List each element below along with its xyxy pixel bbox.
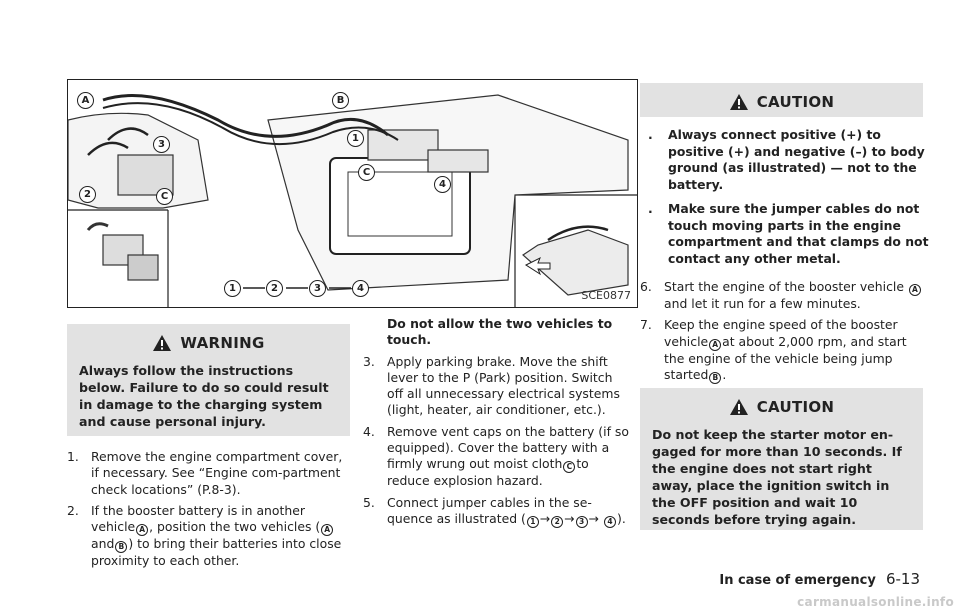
step-number: 1. — [67, 449, 79, 464]
caution-list — [640, 127, 930, 275]
page-footer — [719, 570, 920, 588]
step-number: 7. — [640, 317, 652, 333]
step-1 — [67, 449, 350, 498]
step-5 — [363, 495, 631, 528]
caution-triangle-icon — [729, 93, 749, 111]
warning-title-row — [79, 334, 338, 352]
symbol-1: 1 — [527, 516, 539, 528]
caution-item — [640, 201, 930, 267]
step-6 — [640, 279, 930, 312]
symbol-4: 4 — [604, 516, 616, 528]
caution-text: Do not keep the starter motor en-gaged for more than 10 seconds. If the engine does not start right away, place the ignition switch in the OFF position and wait 10 seconds before trying again. — [652, 427, 902, 527]
callout-4: 4 — [434, 176, 451, 193]
step-number: 5. — [363, 494, 375, 510]
arrow: → — [564, 510, 575, 526]
arrow: → — [539, 510, 551, 526]
page-number: 6-13 — [885, 570, 920, 588]
steps-left-column — [67, 449, 350, 574]
jump-start-illustration — [67, 79, 638, 308]
caution-text: Always connect positive (+) to positive (+) and negative (–) to body ground (as illustrated) — not to the battery. — [668, 127, 925, 192]
warning-title: WARNING — [180, 334, 265, 352]
step-text: Start the engine of the booster vehicle — [664, 279, 904, 294]
callout-1: 1 — [347, 130, 364, 147]
symbol-3: 3 — [576, 516, 588, 528]
engine-bay-drawing — [68, 80, 638, 308]
step-number: 4. — [363, 423, 375, 439]
step-2-continued — [363, 316, 631, 349]
step-text: and — [91, 536, 115, 552]
step-text: Keep the engine speed of the booster vehicle — [664, 317, 898, 349]
symbol-a: A — [136, 524, 148, 536]
caution-title-row — [652, 398, 911, 416]
step-text: Do not allow the two vehicles to touch. — [387, 316, 613, 348]
sequence-1: 1 — [224, 280, 241, 297]
step-text: If the booster battery is in another vehicle — [91, 502, 305, 535]
symbol-2: 2 — [551, 516, 563, 528]
arrow: → — [588, 510, 600, 526]
step-text: and let it run for a few minutes. — [664, 296, 861, 311]
symbol-b: B — [115, 541, 127, 553]
section-name: In case of emergency — [719, 573, 876, 588]
step-number: 3. — [363, 353, 375, 369]
bullet: . — [648, 201, 653, 216]
step-7 — [640, 317, 930, 384]
step-number: 2. — [67, 502, 79, 518]
callout-3: 3 — [153, 136, 170, 153]
step-number: 6. — [640, 279, 652, 294]
step-text: at about 2,000 rpm, and start the engine of the vehicle being jump started — [664, 333, 907, 382]
step-text: . — [722, 366, 727, 382]
sequence-3: 3 — [309, 280, 326, 297]
warning-box — [67, 324, 350, 436]
warning-triangle-icon — [152, 334, 172, 352]
caution-box-top — [640, 83, 923, 117]
caution-title-row — [652, 93, 911, 111]
caution-title: CAUTION — [756, 93, 835, 111]
steps-right-column — [640, 279, 930, 389]
sequence-2: 2 — [266, 280, 283, 297]
caution-item — [640, 127, 930, 193]
step-text: ). — [616, 510, 626, 526]
warning-text: Always follow the instructions below. Failure to do so could result in damage to the charging system and cause personal injury. — [79, 363, 329, 429]
step-text: Connect jumper cables in the se-quence as illustrated ( — [387, 494, 592, 526]
symbol-a: A — [321, 524, 333, 536]
callout-b: B — [332, 92, 349, 109]
symbol-a: A — [709, 339, 721, 351]
step-3 — [363, 354, 631, 419]
symbol-c: C — [563, 461, 575, 473]
step-text: Remove the engine compartment cover, if necessary. See “Engine com-partment check locations” (P.8-3). — [91, 449, 343, 497]
caution-text: Make sure the jumper cables do not touch moving parts in the engine compartment and that clamps do not contact any other metal. — [668, 201, 929, 266]
step-text: Apply parking brake. Move the shift lever to the P (Park) position. Switch off all unnecessary electrical systems (light, heater, air conditioner, etc.). — [387, 353, 620, 418]
step-2 — [67, 503, 350, 570]
step-text: Remove vent caps on the battery (if so equipped). Cover the battery with a firmly wrung out moist cloth — [387, 423, 629, 472]
symbol-b: B — [709, 372, 721, 384]
sequence-4: 4 — [352, 280, 369, 297]
callout-c-left: C — [156, 188, 173, 205]
caution-box-bottom — [640, 388, 923, 530]
step-text: , position the two vehicles ( — [149, 519, 321, 535]
caution-triangle-icon — [729, 398, 749, 416]
callout-2: 2 — [79, 186, 96, 203]
figure-code: SCE0877 — [581, 289, 631, 302]
symbol-a: A — [909, 284, 921, 296]
bullet: . — [648, 127, 653, 142]
steps-middle-column — [363, 316, 631, 533]
callout-c-right: C — [358, 164, 375, 181]
step-text: to reduce explosion hazard. — [387, 456, 589, 489]
step-text: ) to bring their batteries into close proximity to each other. — [91, 536, 342, 569]
watermark: carmanualsonline.info — [797, 595, 954, 609]
step-4 — [363, 424, 631, 490]
caution-title: CAUTION — [756, 398, 835, 416]
callout-a: A — [77, 92, 94, 109]
